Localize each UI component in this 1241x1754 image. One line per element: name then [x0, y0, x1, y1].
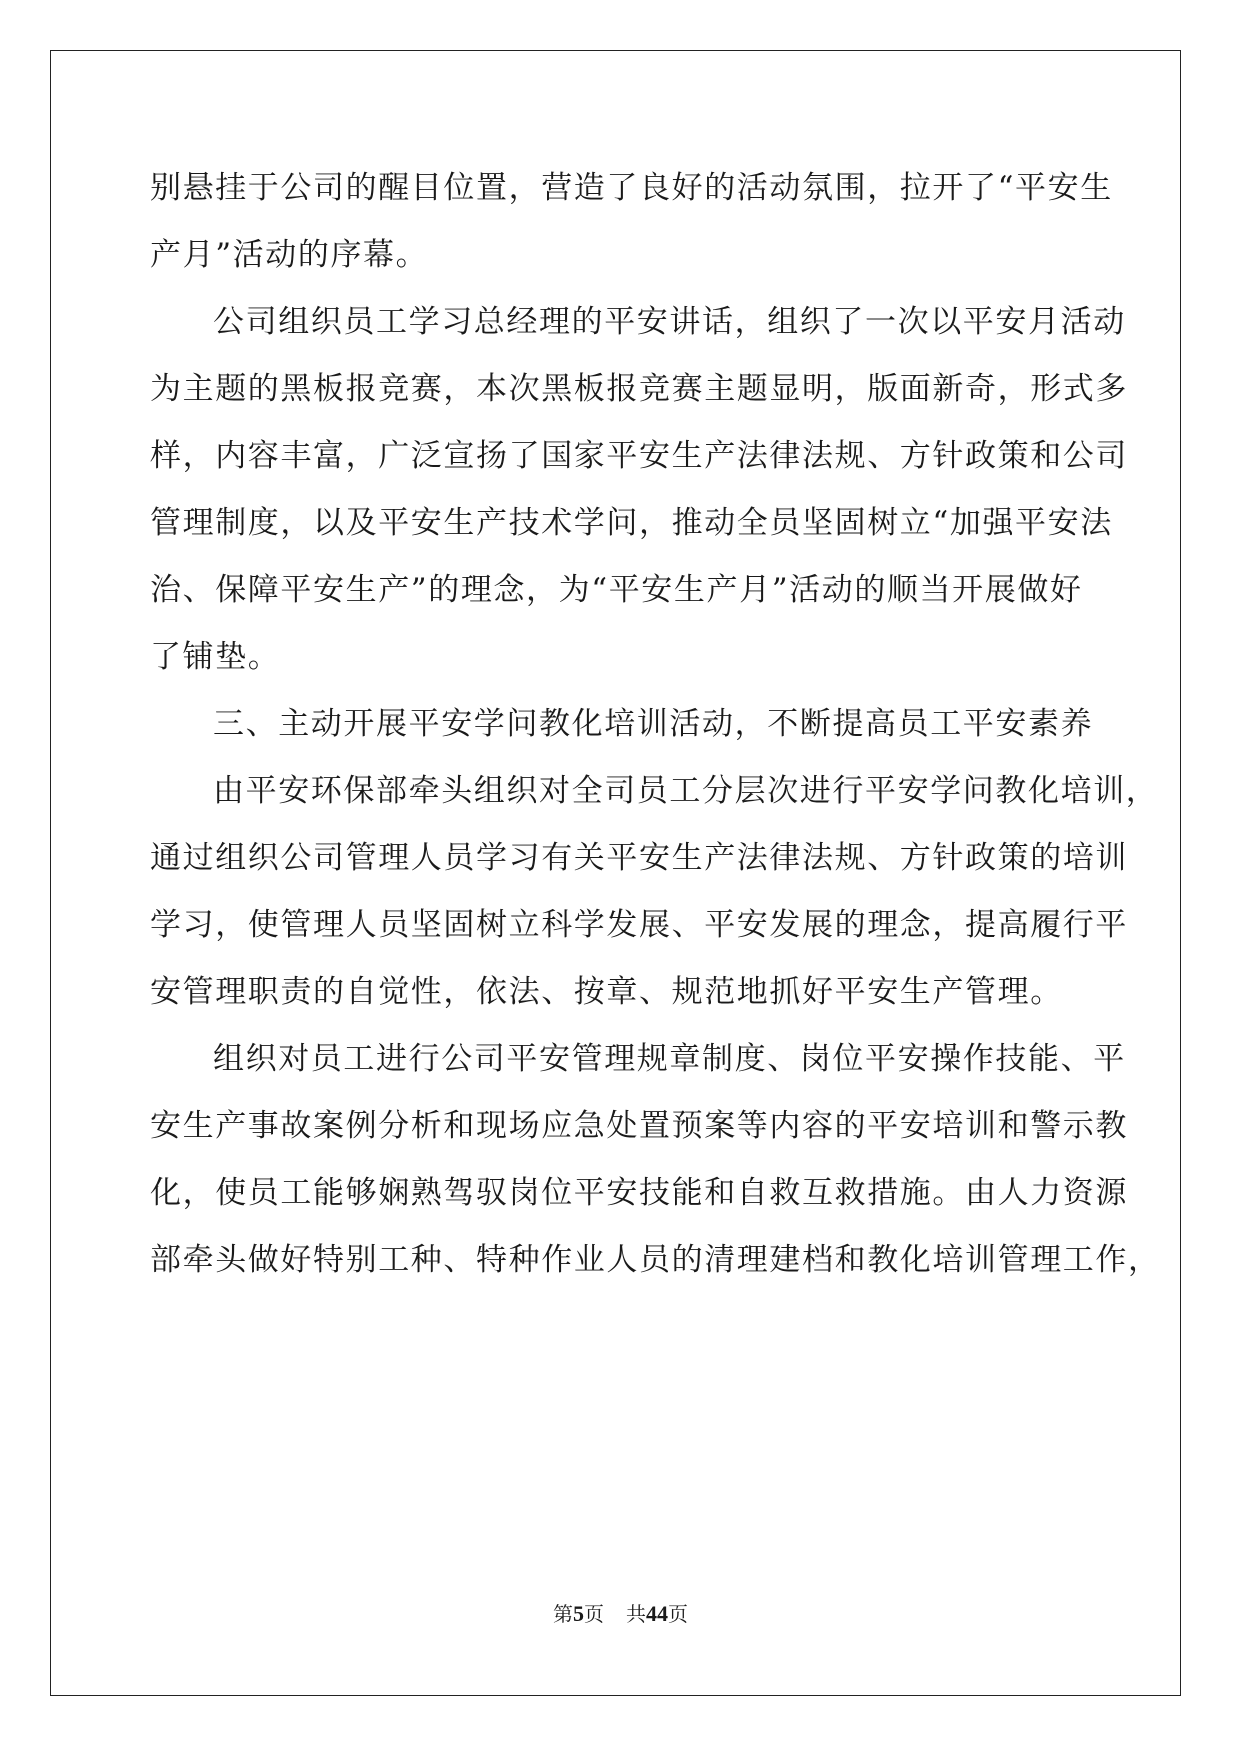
text-line: 产月”活动的序幕。: [150, 237, 429, 273]
text-line: 样，内容丰富，广泛宣扬了国家平安生产法律法规、方针政策和公司: [150, 438, 1128, 474]
text-line: 化，使员工能够娴熟驾驭岗位平安技能和自救互救措施。由人力资源: [150, 1175, 1128, 1211]
text-line: 了铺垫。: [150, 639, 281, 675]
text-line: 部牵头做好特别工种、特种作业人员的清理建档和教化培训管理工作，: [150, 1242, 1161, 1278]
text-line: 治、保障平安生产”的理念，为“平安生产月”活动的顺当开展做好: [150, 572, 1083, 608]
total-page-count: 44: [646, 1601, 668, 1626]
text-line: 组织对员工进行公司平安管理规章制度、岗位平安操作技能、平: [213, 1041, 1126, 1077]
text-line: 安管理职责的自觉性，依法、按章、规范地抓好平安生产管理。: [150, 974, 1063, 1010]
text-line: 管理制度，以及平安生产技术学问，推动全员坚固树立“加强平安法: [150, 505, 1113, 541]
text-line: 由平安环保部牵头组织对全司员工分层次进行平安学问教化培训，: [213, 773, 1159, 809]
text-line: 通过组织公司管理人员学习有关平安生产法律法规、方针政策的培训: [150, 840, 1128, 876]
text-line: 别悬挂于公司的醒目位置，营造了良好的活动氛围，拉开了“平安生: [150, 170, 1113, 206]
text-line: 公司组织员工学习总经理的平安讲话，组织了一次以平安月活动: [213, 304, 1126, 340]
footer-total-suffix: 页: [668, 1602, 688, 1626]
text-line: 安生产事故案例分析和现场应急处置预案等内容的平安培训和警示教: [150, 1108, 1128, 1144]
page-footer: [0, 1598, 1241, 1627]
section-heading: 三、主动开展平安学问教化培训活动，不断提高员工平安素养: [213, 706, 1094, 742]
footer-total-prefix: 共: [626, 1602, 646, 1626]
text-line: 学习，使管理人员坚固树立科学发展、平安发展的理念，提高履行平: [150, 907, 1128, 943]
footer-page-suffix: 页: [584, 1602, 604, 1626]
document-body: [150, 155, 1161, 1294]
footer-prefix: 第: [553, 1602, 573, 1626]
current-page-number: 5: [573, 1601, 584, 1626]
text-line: 为主题的黑板报竞赛，本次黑板报竞赛主题显明，版面新奇，形式多: [150, 371, 1128, 407]
